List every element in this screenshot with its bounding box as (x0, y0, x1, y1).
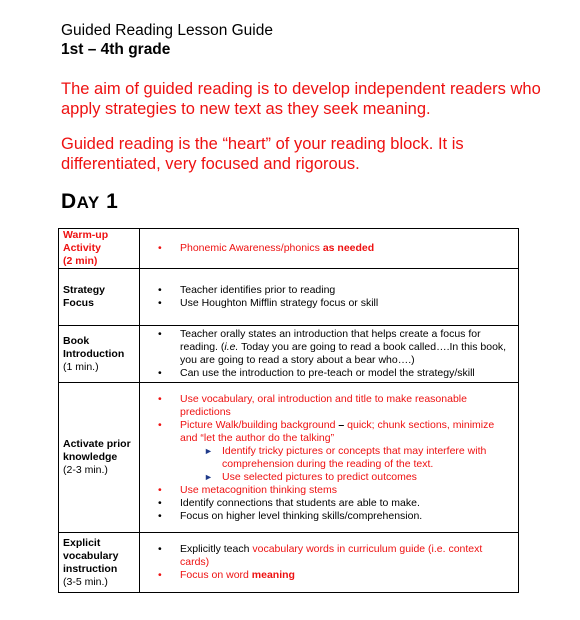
list-item: • Can use the introduction to pre-teach or model the strategy/skill (158, 367, 514, 380)
row-label-activate: Activate prior knowledge (2-3 min.) (59, 383, 140, 533)
day-heading-initial: D (61, 190, 77, 213)
list-item: • Phonemic Awareness/phonics as needed (158, 242, 514, 255)
row-label-strategy: Strategy Focus (59, 269, 140, 326)
row-content-book-intro (140, 326, 519, 383)
list-item: • Focus on word meaning (158, 569, 514, 582)
lesson-table (58, 228, 519, 593)
list-item: • Focus on higher level thinking skills/comprehension. (158, 510, 514, 523)
grade-range: 1st – 4th grade (61, 41, 171, 58)
row-content-strategy (140, 269, 519, 326)
table-row (59, 326, 519, 383)
row-content-vocab (140, 533, 519, 593)
row-label-line: Activity (63, 242, 101, 254)
table-row (59, 533, 519, 593)
table-row (59, 383, 519, 533)
list-item: • Picture Walk/building background – quick; chunk sections, minimize and “let the author do the talking” (158, 419, 514, 445)
row-content-activate (140, 383, 519, 533)
list-item: • Use metacognition thinking stems (158, 484, 514, 497)
table-row (59, 269, 519, 326)
day-heading-rest: AY (76, 193, 100, 212)
intro-paragraph-aim: The aim of guided reading is to develop independent readers who apply strategies to new text as they seek meaning. (61, 80, 541, 118)
day-heading-number: 1 (99, 190, 119, 213)
intro-paragraph-heart: Guided reading is the “heart” of your reading block. It is differentiated, very focused and rigorous. (61, 135, 464, 173)
row-content-warmup (140, 229, 519, 269)
table-row (59, 229, 519, 269)
row-label-warmup (59, 229, 140, 269)
sub-list-item: ► Identify tricky pictures or concepts that may interfere with comprehension during the reading of the text. (204, 445, 514, 471)
list-item: • Identify connections that students are able to make. (158, 497, 514, 510)
list-item: • Use vocabulary, oral introduction and title to make reasonable predictions (158, 393, 514, 419)
list-item: • Teacher identifies prior to reading (158, 284, 514, 297)
list-item: • Teacher orally states an introduction that helps create a focus for reading. (i.e. Today you are going to read a book called….In this book, you are going to read a story about a bear who….) (158, 328, 514, 367)
document-title: Guided Reading Lesson Guide (61, 22, 273, 39)
day-heading (61, 190, 118, 214)
row-label-book-intro: Book Introduction (1 min.) (59, 326, 140, 383)
row-label-vocab: Explicit vocabulary instruction (3-5 min.) (59, 533, 140, 593)
row-label-line: (2 min) (63, 255, 98, 267)
list-item: • Use Houghton Mifflin strategy focus or skill (158, 297, 514, 310)
list-item: • Explicitly teach vocabulary words in curriculum guide (i.e. context cards) (158, 543, 514, 569)
sub-list-item: ► Use selected pictures to predict outcomes (204, 471, 514, 484)
row-label-line: Warm-up (63, 229, 109, 241)
